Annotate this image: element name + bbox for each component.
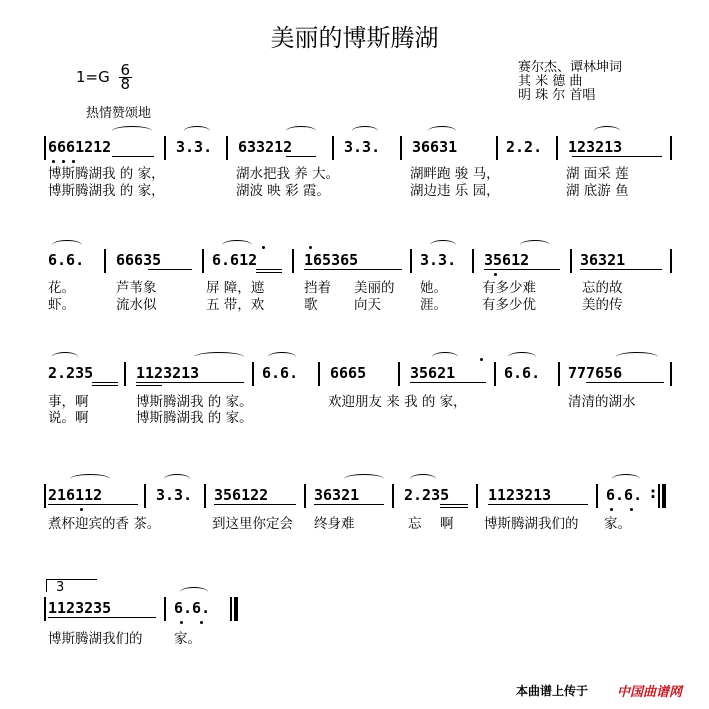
barline xyxy=(596,484,598,508)
slur xyxy=(428,126,456,136)
barline xyxy=(230,597,232,621)
time-signature xyxy=(119,61,133,93)
underline xyxy=(136,385,162,386)
barline xyxy=(658,484,660,508)
lyric-phrase: 湖水把我 养 大。 xyxy=(236,166,340,182)
lyric-phrase: 博斯腾湖我们的 xyxy=(484,516,579,532)
tempo-marking: 热情赞颂地 xyxy=(86,106,152,121)
lyric-phrase: 挡着 xyxy=(304,280,331,296)
low-octave-dot xyxy=(630,508,633,511)
credit-lyrics: 赛尔杰、谭林坤词 xyxy=(518,60,623,75)
barline xyxy=(44,484,46,508)
lyric-phrase: 屏 障，遮 xyxy=(206,280,265,296)
thick-barline xyxy=(662,484,666,508)
barline xyxy=(226,136,228,160)
measure: 36321 xyxy=(580,251,626,269)
barline xyxy=(558,362,560,386)
measure: 3.3. xyxy=(176,138,213,156)
slur xyxy=(70,474,110,484)
measure: 35621 xyxy=(410,364,456,382)
lyric-phrase: 她。 xyxy=(420,280,447,296)
lyric-phrase: 终身难 xyxy=(314,516,355,532)
low-octave-dot xyxy=(180,621,183,624)
underline xyxy=(410,382,486,383)
slur xyxy=(194,352,244,362)
measure: 1123213 xyxy=(136,364,200,382)
underline xyxy=(148,269,192,270)
measure: 36321 xyxy=(314,486,360,504)
high-octave-dot xyxy=(480,358,483,361)
slur xyxy=(352,126,378,136)
upload-notice: 本曲谱上传于 xyxy=(516,684,589,698)
lyric-phrase: 博斯腾湖我 的 家。 xyxy=(136,394,253,410)
underline xyxy=(48,504,138,505)
slur xyxy=(268,352,296,362)
key-signature xyxy=(76,61,132,93)
lyric-phrase: 煮杯迎宾的香 茶。 xyxy=(48,516,161,532)
lyric-phrase: 忘的故 xyxy=(582,280,623,296)
slur xyxy=(344,474,384,484)
lyric-phrase: 歌 xyxy=(304,297,318,313)
underline xyxy=(286,156,316,157)
slur xyxy=(612,474,640,484)
credit-singer: 明 珠 尔 首唱 xyxy=(518,88,596,103)
barline xyxy=(476,484,478,508)
underline xyxy=(572,156,662,157)
measure: 2.235 xyxy=(48,364,94,382)
lyric-phrase: 涯。 xyxy=(420,297,447,313)
measure: 123213 xyxy=(568,138,623,156)
lyric-phrase: 湖 底游 鱼 xyxy=(566,183,629,199)
measure: 6.6. xyxy=(262,364,299,382)
measure: 633212 xyxy=(238,138,293,156)
barline xyxy=(570,249,572,273)
measure: 2.2. xyxy=(506,138,543,156)
barline xyxy=(494,362,496,386)
slur xyxy=(508,352,536,362)
key-label: 1=G xyxy=(76,68,110,86)
measure: 6.6. xyxy=(174,599,211,617)
barline xyxy=(318,362,320,386)
lyric-phrase: 芦苇象 xyxy=(116,280,157,296)
barline xyxy=(252,362,254,386)
thick-barline xyxy=(234,597,238,621)
barline xyxy=(410,249,412,273)
barline xyxy=(144,484,146,508)
barline xyxy=(332,136,334,160)
barline xyxy=(392,484,394,508)
lyric-phrase: 博斯腾湖我 的 家， xyxy=(48,183,165,199)
lyric-phrase: 博斯腾湖我 的 家。 xyxy=(136,410,253,426)
barline xyxy=(556,136,558,160)
barline xyxy=(670,136,672,160)
slur xyxy=(410,474,436,484)
underline xyxy=(586,382,664,383)
measure: 6.6. xyxy=(606,486,643,504)
low-octave-dot xyxy=(200,621,203,624)
barline xyxy=(670,362,672,386)
lyric-phrase: 流水似 xyxy=(116,297,157,313)
lyric-phrase: 向天 xyxy=(354,297,381,313)
underline xyxy=(314,504,384,505)
lyric-phrase: 美丽的 xyxy=(354,280,395,296)
measure: 777656 xyxy=(568,364,623,382)
measure: 66635 xyxy=(116,251,162,269)
lyric-phrase: 啊 xyxy=(440,516,454,532)
lyric-phrase: 博斯腾湖我们的 xyxy=(48,631,143,647)
barline xyxy=(400,136,402,160)
measure: 6.6. xyxy=(504,364,541,382)
barline xyxy=(124,362,126,386)
underline xyxy=(440,507,468,508)
repeat-dots: : xyxy=(650,484,656,502)
slur xyxy=(184,126,210,136)
slur xyxy=(112,126,152,136)
lyric-phrase: 湖边违 乐 园， xyxy=(410,183,500,199)
lyric-phrase: 清清的湖水 xyxy=(568,394,636,410)
lyric-phrase: 家。 xyxy=(174,631,201,647)
measure: 3.3. xyxy=(156,486,193,504)
volta-bracket xyxy=(46,579,97,592)
measure: 6.612 xyxy=(212,251,258,269)
score-title: 美丽的博斯腾湖 xyxy=(270,24,439,52)
slur xyxy=(286,126,316,136)
measure: 1123235 xyxy=(48,599,112,617)
barline xyxy=(670,249,672,273)
lyric-phrase: 湖畔跑 骏 马， xyxy=(410,166,500,182)
underline xyxy=(92,385,118,386)
credit-music: 其 米 德 曲 xyxy=(518,74,583,89)
measure: 356122 xyxy=(214,486,269,504)
underline xyxy=(580,269,662,270)
barline xyxy=(472,249,474,273)
slur xyxy=(520,240,550,250)
barline xyxy=(398,362,400,386)
barline xyxy=(104,249,106,273)
underline xyxy=(440,504,468,505)
low-octave-dot xyxy=(80,508,83,511)
slur xyxy=(164,474,190,484)
measure: 3.3. xyxy=(344,138,381,156)
lyric-phrase: 湖 面采 莲 xyxy=(566,166,629,182)
lyric-phrase: 欢迎朋友 来 我 的 家， xyxy=(328,394,467,410)
measure: 6.6. xyxy=(48,251,85,269)
measure: 6665 xyxy=(330,364,367,382)
time-sig-top: 6 xyxy=(120,61,131,79)
high-octave-dot xyxy=(309,246,312,249)
slur xyxy=(180,587,208,597)
lyric-phrase: 五 带，欢 xyxy=(206,297,265,313)
lyric-phrase: 家。 xyxy=(604,516,631,532)
measure: 2.235 xyxy=(404,486,450,504)
lyric-phrase: 有多少优 xyxy=(482,297,536,313)
underline xyxy=(484,269,560,270)
measure: 165365 xyxy=(304,251,359,269)
barline xyxy=(44,597,46,621)
lyric-phrase: 说。啊 xyxy=(48,410,89,426)
barline xyxy=(202,249,204,273)
slur xyxy=(594,126,620,136)
lyric-phrase: 博斯腾湖我 的 家， xyxy=(48,166,165,182)
barline xyxy=(44,136,46,160)
lyric-phrase: 虾。 xyxy=(48,297,75,313)
lyric-phrase: 有多少难 xyxy=(482,280,536,296)
underline xyxy=(112,156,154,157)
underline xyxy=(488,504,588,505)
barline xyxy=(164,136,166,160)
barline xyxy=(304,484,306,508)
measure: 216112 xyxy=(48,486,103,504)
underline xyxy=(48,617,156,618)
underline xyxy=(214,504,296,505)
underline xyxy=(92,382,118,383)
measure: 35612 xyxy=(484,251,530,269)
measure: 1123213 xyxy=(488,486,552,504)
barline xyxy=(292,249,294,273)
high-octave-dot xyxy=(262,246,265,249)
lyric-phrase: 花。 xyxy=(48,280,75,296)
lyric-phrase: 事，啊 xyxy=(48,394,89,410)
slur xyxy=(52,352,78,362)
measure: 36631 xyxy=(412,138,458,156)
volta-number: 3 xyxy=(56,580,65,595)
slur xyxy=(430,240,456,250)
lyric-phrase: 到这里你定会 xyxy=(212,516,293,532)
barline xyxy=(204,484,206,508)
slur xyxy=(222,240,252,250)
slur xyxy=(432,352,458,362)
lyric-phrase: 美的传 xyxy=(582,297,623,313)
lyric-phrase: 忘 xyxy=(408,516,422,532)
measure: 6661212 xyxy=(48,138,112,156)
barline xyxy=(164,597,166,621)
barline xyxy=(496,136,498,160)
slur xyxy=(52,240,82,250)
underline xyxy=(256,269,282,270)
measure: 3.3. xyxy=(420,251,457,269)
time-sig-bottom: 8 xyxy=(120,75,131,93)
low-octave-dot xyxy=(610,508,613,511)
lyric-phrase: 湖波 映 彩 霞。 xyxy=(236,183,330,199)
site-logo[interactable]: 中国曲谱网 xyxy=(617,685,683,700)
underline xyxy=(136,382,244,383)
underline xyxy=(304,269,402,270)
underline xyxy=(256,272,282,273)
slur xyxy=(616,352,658,362)
